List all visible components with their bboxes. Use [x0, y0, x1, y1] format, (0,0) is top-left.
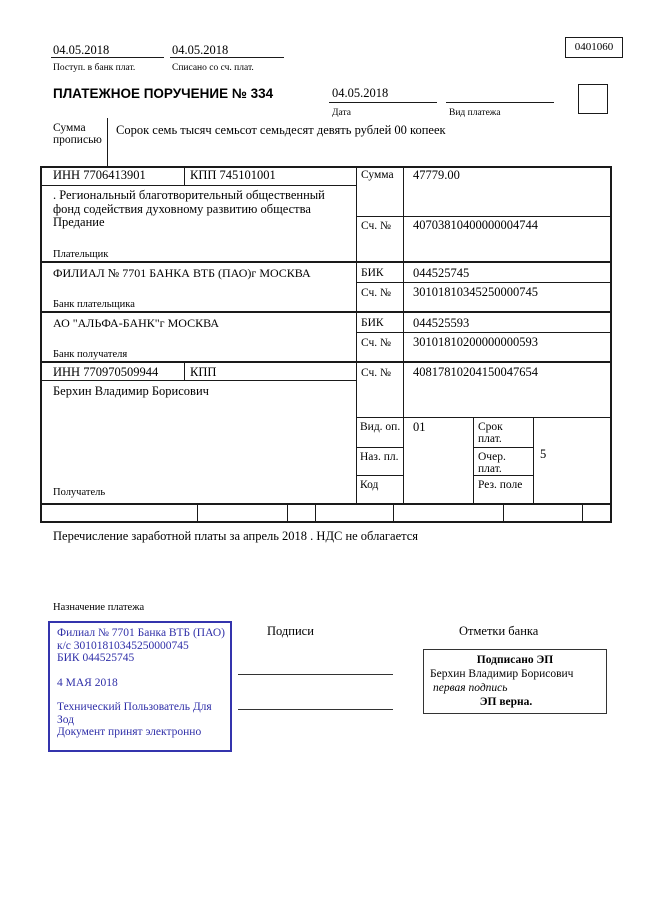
- grid-line: [356, 216, 612, 217]
- stamp-line: Филиал № 7701 Банка ВТБ (ПАО): [57, 627, 225, 639]
- grid-line: [403, 166, 404, 504]
- amount-value: 47779.00: [413, 168, 460, 182]
- grid-line: [610, 166, 612, 523]
- amount-words-label: Сумма прописью: [53, 122, 102, 146]
- grid-line: [40, 380, 356, 381]
- grid-line: [503, 505, 504, 521]
- payer-bank-bik: 044525745: [413, 266, 470, 280]
- grid-line: [40, 261, 612, 263]
- form-code-box: 0401060: [565, 37, 623, 58]
- purpose-code-label: Наз. пл.: [360, 451, 399, 463]
- payer-bank-name: ФИЛИАЛ № 7701 БАНКА ВТБ (ПАО)г МОСКВА: [53, 266, 311, 280]
- payer-bank-label: Банк плательщика: [53, 299, 135, 310]
- grid-line: [40, 166, 42, 523]
- esign-box: [423, 649, 607, 714]
- grid-line: [356, 332, 612, 333]
- grid-line: [184, 166, 185, 186]
- grid-line: [197, 505, 198, 521]
- payee-bank-bik: 044525593: [413, 316, 470, 330]
- esign-first-sign: первая подпись: [433, 682, 508, 694]
- esign-valid: ЭП верна.: [479, 696, 533, 708]
- reserve-label: Рез. поле: [478, 479, 523, 491]
- received-date-label: Поступ. в банк плат.: [53, 63, 136, 73]
- stamp-line: 4 МАЯ 2018: [57, 676, 118, 689]
- payee-bank-label: Банк получателя: [53, 349, 128, 360]
- payee-inn: ИНН 770970509944: [53, 365, 159, 379]
- grid-line: [356, 475, 403, 476]
- payment-type-box: [578, 84, 608, 114]
- esign-name: Берхин Владимир Борисович: [430, 668, 574, 680]
- payee-name: Берхин Владимир Борисович: [53, 384, 209, 398]
- grid-line: [40, 311, 612, 313]
- payer-bank-bik-label: БИК: [361, 267, 384, 279]
- payer-account: 40703810400000004744: [413, 218, 538, 232]
- received-date-underline: [51, 43, 164, 58]
- grid-line: [393, 505, 394, 521]
- payment-type-label: Вид платежа: [449, 108, 501, 118]
- grid-line: [40, 503, 612, 505]
- grid-line: [582, 505, 583, 521]
- grid-line: [356, 447, 403, 448]
- payment-type-underline: [446, 86, 554, 103]
- debited-date-underline: [170, 43, 284, 58]
- esign-title: Подписано ЭП: [476, 654, 554, 666]
- payee-account-label: Сч. №: [361, 367, 392, 379]
- grid-line: [356, 166, 357, 504]
- payer-bank-account: 30101810345250000745: [413, 285, 538, 299]
- payee-bank-bik-label: БИК: [361, 317, 384, 329]
- payer-kpp: КПП 745101001: [190, 168, 276, 182]
- grid-line: [315, 505, 316, 521]
- grid-line: [473, 475, 533, 476]
- order-date-underline: [329, 86, 437, 103]
- grid-line: [356, 417, 612, 418]
- grid-line: [356, 282, 612, 283]
- signature-line-2: [238, 695, 393, 710]
- stamp-line: БИК 044525745: [57, 652, 135, 664]
- payee-account: 40817810204150047654: [413, 365, 538, 379]
- purpose-label: Назначение платежа: [53, 602, 145, 613]
- priority-value: 5: [540, 447, 547, 461]
- stamp-line: Технический Пользователь Для Зод: [57, 701, 212, 726]
- order-title: ПЛАТЕЖНОЕ ПОРУЧЕНИЕ № 334: [53, 86, 274, 101]
- payee-bank-name: АО "АЛЬФА-БАНК"г МОСКВА: [53, 316, 220, 330]
- order-date: 04.05.2018: [332, 86, 389, 100]
- signatures-label: Подписи: [267, 624, 314, 638]
- stamp-line: к/с 30101810345250000745: [57, 639, 189, 652]
- signature-line-1: [238, 660, 393, 675]
- priority-label: Очер. плат.: [478, 451, 506, 475]
- payee-label: Получатель: [53, 487, 106, 498]
- payee-kpp: КПП: [190, 365, 217, 379]
- code-label: Код: [360, 479, 379, 491]
- payer-name: . Региональный благотворительный общественный фонд содействия духовному развитию общества Предание: [53, 188, 325, 229]
- debited-date: 04.05.2018: [172, 43, 229, 57]
- order-date-label: Дата: [332, 108, 351, 118]
- amount-words-value: Сорок семь тысяч семьсот семьдесят девять рублей 00 копеек: [116, 123, 446, 137]
- grid-line: [184, 361, 185, 381]
- grid-line: [40, 361, 612, 363]
- grid-line: [40, 185, 356, 186]
- op-type-label: Вид. оп.: [360, 421, 401, 433]
- debited-date-label: Списано со сч. плат.: [172, 63, 254, 73]
- grid-line: [107, 118, 108, 166]
- received-date: 04.05.2018: [53, 43, 110, 57]
- bank-stamp: [48, 621, 232, 752]
- grid-line: [473, 417, 474, 504]
- bank-marks-label: Отметки банка: [459, 624, 539, 638]
- due-date-label: Срок плат.: [478, 421, 503, 445]
- payer-account-label: Сч. №: [361, 220, 392, 232]
- payer-bank-account-label: Сч. №: [361, 287, 392, 299]
- op-type-value: 01: [413, 420, 426, 434]
- stamp-line: Документ принят электронно: [57, 726, 202, 738]
- payee-bank-account-label: Сч. №: [361, 337, 392, 349]
- payer-label: Плательщик: [53, 249, 109, 260]
- grid-line: [40, 521, 612, 523]
- grid-line: [473, 447, 533, 448]
- amount-label: Сумма: [361, 169, 394, 181]
- payee-bank-account: 30101810200000000593: [413, 335, 538, 349]
- purpose-text: Перечисление заработной платы за апрель 2018 . НДС не облагается: [53, 529, 419, 543]
- grid-line: [287, 505, 288, 521]
- payer-inn: ИНН 7706413901: [53, 168, 146, 182]
